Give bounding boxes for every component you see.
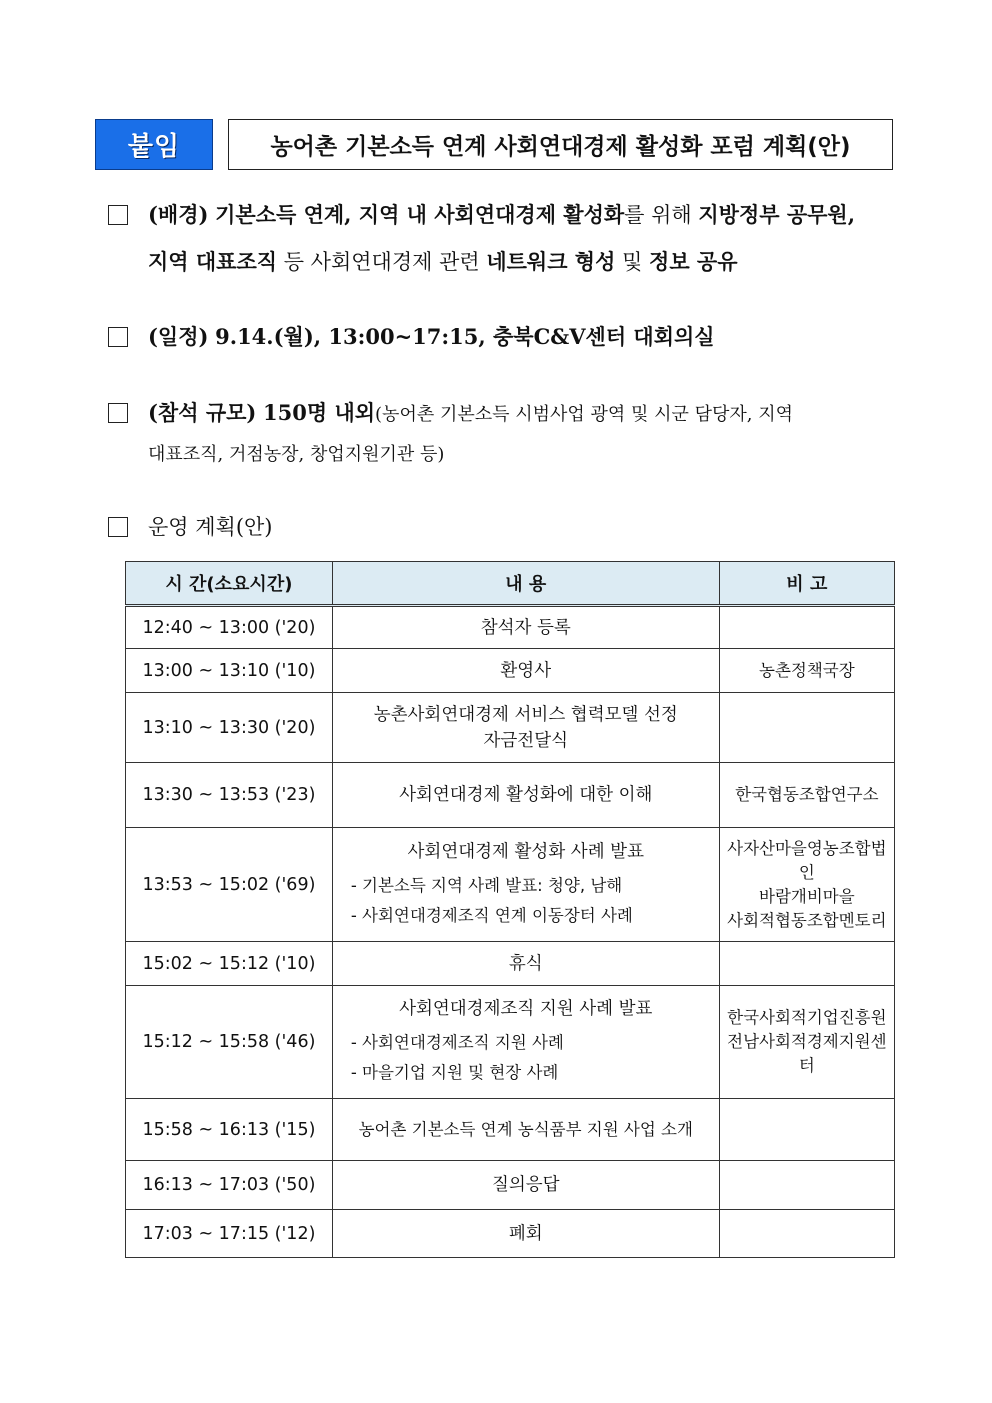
- row-content: [332, 986, 719, 1099]
- document-title: 농어촌 기본소득 연계 사회연대경제 활성화 포럼 계획(안): [228, 119, 893, 170]
- schedule-line: [148, 322, 715, 352]
- row-content: 질의응답: [332, 1161, 719, 1210]
- background-highlight-4: 네트워크 형성: [486, 249, 616, 274]
- row-note: [719, 828, 894, 942]
- row-time: 16:13 ~ 17:03 ('50): [126, 1161, 333, 1210]
- table-row: [126, 606, 895, 649]
- table-row: [126, 828, 895, 942]
- row-content: 환영사: [332, 649, 719, 693]
- table-row: [126, 986, 895, 1099]
- table-row: [126, 1210, 895, 1258]
- row-note-line-1: 사자산마을영농조합법인: [727, 838, 887, 882]
- row-note: [719, 606, 894, 649]
- row-content-line-1: 농촌사회연대경제 서비스 협력모델 선정: [373, 704, 678, 725]
- row-content: 사회연대경제 활성화에 대한 이해: [332, 763, 719, 828]
- row-content-heading: 사회연대경제 활성화 사례 발표: [407, 841, 644, 862]
- background-line-1: [148, 200, 855, 230]
- row-content: 폐회: [332, 1210, 719, 1258]
- table-row: [126, 693, 895, 763]
- attendance-line-1: [148, 398, 793, 430]
- attendance-count: 150명 내외: [263, 400, 376, 425]
- attachment-badge: 붙임: [95, 119, 213, 170]
- table-header-row: [126, 562, 895, 606]
- row-note-line-2: 전남사회적경제지원센터: [727, 1032, 887, 1075]
- row-content: 농어촌 기본소득 연계 농식품부 지원 사업 소개: [332, 1099, 719, 1161]
- row-note-line-1: 한국사회적기업진흥원: [727, 1008, 887, 1027]
- checkbox-square-icon: [108, 517, 128, 537]
- background-label: (배경): [148, 202, 209, 227]
- row-content-bullet-2: - 마을기업 지원 및 현장 사례: [350, 1063, 559, 1082]
- row-note-line-2: 바람개비마을: [759, 886, 855, 906]
- row-time: 17:03 ~ 17:15 ('12): [126, 1210, 333, 1258]
- checkbox-square-icon: [108, 327, 128, 347]
- attendance-detail-1: (농어촌 기본소득 시범사업 광역 및 시군 담당자, 지역: [375, 404, 793, 425]
- table-row: [126, 1099, 895, 1161]
- row-content-heading: 사회연대경제조직 지원 사례 발표: [399, 999, 653, 1019]
- row-note-line-3: 사회적협동조합멘토리: [727, 910, 887, 930]
- row-note: [719, 1099, 894, 1161]
- table-row: [126, 1161, 895, 1210]
- operation-label: 운영 계획(안): [148, 515, 273, 539]
- background-text-3: 및: [622, 250, 643, 274]
- background-highlight-2: 지방정부 공무원,: [698, 202, 856, 227]
- background-text-1: 를 위해: [624, 203, 692, 227]
- row-content-bullet-1: - 기본소득 지역 사례 발표: 청양, 남해: [350, 875, 623, 895]
- row-note: 한국협동조합연구소: [719, 763, 894, 828]
- row-content: [332, 828, 719, 942]
- row-time: 13:10 ~ 13:30 ('20): [126, 693, 333, 763]
- attendance-detail-2: 대표조직, 거점농장, 창업지원기관 등): [148, 444, 445, 465]
- background-highlight-3: 지역 대표조직: [148, 249, 278, 274]
- attendance-label: (참석 규모): [148, 400, 257, 425]
- row-note: 농촌정책국장: [719, 649, 894, 693]
- row-note: [719, 986, 894, 1099]
- row-note: [719, 1210, 894, 1258]
- checkbox-square-icon: [108, 403, 128, 423]
- row-time: 12:40 ~ 13:00 ('20): [126, 606, 333, 649]
- row-content: 휴식: [332, 942, 719, 986]
- row-content-bullet-1: - 사회연대경제조직 지원 사례: [350, 1033, 564, 1052]
- schedule-text: 9.14.(월), 13:00~17:15, 충북C&V센터 대회의실: [215, 324, 715, 349]
- row-time: 13:53 ~ 15:02 ('69): [126, 828, 333, 942]
- row-time: 13:00 ~ 13:10 ('10): [126, 649, 333, 693]
- background-highlight-5: 정보 공유: [649, 249, 738, 274]
- table-row: [126, 942, 895, 986]
- row-time: 15:12 ~ 15:58 ('46): [126, 986, 333, 1099]
- row-content-bullet-2: - 사회연대경제조직 연계 이동장터 사례: [350, 905, 633, 925]
- row-content: 참석자 등록: [332, 606, 719, 649]
- row-time: 13:30 ~ 13:53 ('23): [126, 763, 333, 828]
- header-note: 비 고: [719, 562, 894, 606]
- checkbox-square-icon: [108, 205, 128, 225]
- background-text-2: 등 사회연대경제 관련: [283, 250, 480, 274]
- row-time: 15:58 ~ 16:13 ('15): [126, 1099, 333, 1161]
- row-note: [719, 942, 894, 986]
- table-row: [126, 649, 895, 693]
- header-content: 내 용: [332, 562, 719, 606]
- table-row: [126, 763, 895, 828]
- row-note: [719, 693, 894, 763]
- row-content: [332, 693, 719, 763]
- header-time: 시 간(소요시간): [126, 562, 333, 606]
- row-time: 15:02 ~ 15:12 ('10): [126, 942, 333, 986]
- row-note: [719, 1161, 894, 1210]
- background-line-2: [148, 247, 738, 277]
- schedule-label: (일정): [148, 324, 209, 349]
- background-highlight-1: 기본소득 연계, 지역 내 사회연대경제 활성화: [215, 202, 625, 227]
- row-content-line-2: 자금전달식: [483, 730, 569, 751]
- operation-plan-table: [125, 561, 895, 1258]
